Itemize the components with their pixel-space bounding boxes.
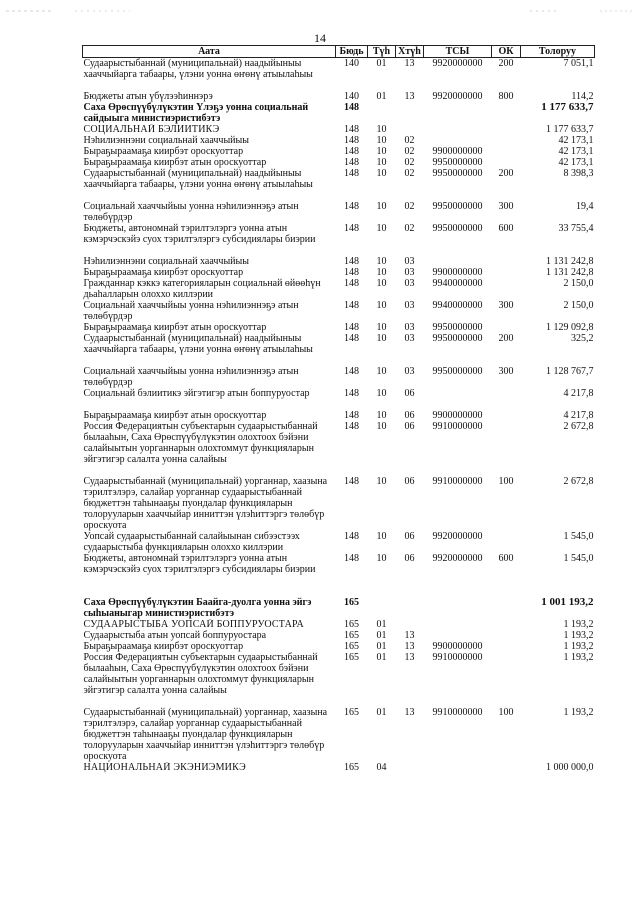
row-amount: 1 193,2 bbox=[563, 707, 594, 718]
row-name: НАЦИОНАЛЬНАЙ ЭКЭНИЭМИКЭ bbox=[83, 762, 246, 773]
row-target-code bbox=[424, 124, 492, 135]
row-amount: 1 193,2 bbox=[563, 641, 594, 652]
row-amount: 4 217,8 bbox=[563, 388, 594, 399]
row-subsection-code: 13 bbox=[404, 652, 415, 663]
row-budget-code: 165 bbox=[344, 707, 359, 718]
table-row bbox=[83, 80, 595, 102]
row-budget-code: 148 bbox=[344, 146, 359, 157]
row-section-code: 10 bbox=[376, 388, 387, 399]
row-section-code: 10 bbox=[376, 421, 387, 432]
table-row bbox=[83, 553, 595, 575]
row-subsection-code: 02 bbox=[404, 201, 415, 212]
row-section-code: 01 bbox=[376, 619, 387, 630]
row-expense-code bbox=[492, 124, 521, 135]
table-row bbox=[83, 157, 595, 168]
row-amount: 19,4 bbox=[576, 201, 594, 212]
row-amount: 325,2 bbox=[571, 333, 594, 344]
row-target-code bbox=[424, 245, 492, 267]
row-budget-code: 148 bbox=[344, 168, 359, 179]
row-budget-code: 140 bbox=[344, 91, 359, 102]
row-expense-code bbox=[492, 575, 521, 619]
row-subsection-code: 03 bbox=[404, 267, 415, 278]
row-expense-code: 600 bbox=[498, 553, 514, 564]
row-subsection-code: 06 bbox=[404, 388, 415, 399]
row-amount: 1 129 092,8 bbox=[546, 322, 594, 333]
row-subsection-code: 13 bbox=[404, 641, 415, 652]
row-amount: 1 193,2 bbox=[563, 619, 594, 630]
row-budget-code: 148 bbox=[344, 201, 359, 212]
table-row bbox=[83, 300, 595, 322]
row-amount: 1 177 633,7 bbox=[546, 124, 594, 135]
row-target-code: 9920000000 bbox=[432, 553, 483, 564]
table-row bbox=[83, 575, 595, 619]
row-expense-code bbox=[492, 135, 521, 146]
row-name: СУДААРЫСТЫБА УОПСАЙ БОППУРУОСТАРА bbox=[83, 619, 304, 630]
row-amount: 2 150,0 bbox=[563, 278, 594, 289]
row-target-code: 9900000000 bbox=[432, 267, 483, 278]
table-row bbox=[83, 135, 595, 146]
row-budget-code: 148 bbox=[344, 124, 359, 135]
row-name: Судаарыстыбаннай (муниципальнай) уорганнар, хаазына тэрилтэлэрэ, салайар уорганнар судаарыстыбаннай бюджеттэн таhынааҕы пуондалар функцияларын толорууларын хааччыйар инниттэн үлэhиттэргэ төлөбүр ороскуота bbox=[83, 476, 328, 531]
header-section: Түh bbox=[368, 46, 396, 58]
row-section-code: 04 bbox=[376, 762, 387, 773]
row-target-code bbox=[424, 135, 492, 146]
row-name: Нэhилиэннэни социальнай хааччыйыы bbox=[83, 135, 249, 146]
row-budget-code: 148 bbox=[344, 135, 359, 146]
row-target-code bbox=[424, 619, 492, 630]
row-subsection-code: 13 bbox=[404, 630, 415, 641]
row-section-code: 01 bbox=[376, 652, 387, 663]
header-amount: Толоруу bbox=[521, 46, 595, 58]
row-expense-code bbox=[492, 278, 521, 300]
table-row bbox=[83, 421, 595, 465]
row-subsection-code: 06 bbox=[404, 410, 415, 421]
row-section-code bbox=[368, 575, 396, 619]
row-name: Быраҕыраамаҕа киирбэт атын ороскуоттар bbox=[83, 410, 267, 421]
row-budget-code: 148 bbox=[344, 333, 359, 344]
row-amount: 2 150,0 bbox=[563, 300, 594, 311]
row-budget-code: 148 bbox=[344, 421, 359, 432]
row-expense-code: 200 bbox=[498, 58, 514, 69]
row-name: Бюджеты, автономнай тэрилтэлэргэ уонна атын кэмэрчэскэйэ суох тэрилтэлэргэ субсидиялары биэрии bbox=[83, 223, 316, 245]
row-expense-code bbox=[492, 421, 521, 465]
row-section-code: 10 bbox=[376, 256, 387, 267]
row-name: Быраҕыраамаҕа киирбэт атын ороскуоттар bbox=[83, 322, 267, 333]
table-row bbox=[83, 465, 595, 531]
row-name: Социальнай хааччыйыы уонна нэhилиэннэҕэ атын төлөбүрдэр bbox=[83, 201, 299, 223]
row-expense-code: 300 bbox=[498, 366, 514, 377]
row-subsection-code: 06 bbox=[404, 553, 415, 564]
row-expense-code: 300 bbox=[498, 201, 514, 212]
row-section-code bbox=[368, 102, 396, 124]
row-subsection-code: 06 bbox=[404, 531, 415, 542]
row-target-code: 9950000000 bbox=[432, 322, 483, 333]
row-subsection-code: 03 bbox=[404, 300, 415, 311]
row-amount: 1 001 193,2 bbox=[541, 596, 594, 608]
row-target-code bbox=[424, 762, 492, 773]
row-name: Быраҕыраамаҕа киирбэт атын ороскуоттар bbox=[83, 157, 267, 168]
row-name: Судаарыстыбаннай (муниципальнай) наадыйыныы хааччыйарга табаары, үлэни уонна өҥөнү атыылаhыы bbox=[83, 333, 313, 355]
row-name: Бюджеты атын үбүлээhиннэрэ bbox=[83, 91, 213, 102]
row-expense-code: 300 bbox=[498, 300, 514, 311]
row-expense-code: 200 bbox=[498, 168, 514, 179]
row-subsection-code bbox=[396, 124, 424, 135]
row-name: Социальнай бэлиитикэ эйгэтигэр атын боппуруостар bbox=[83, 388, 310, 399]
row-subsection-code bbox=[396, 619, 424, 630]
row-name: СОЦИАЛЬНАЙ БЭЛИИТИКЭ bbox=[83, 124, 220, 135]
row-budget-code: 148 bbox=[344, 476, 359, 487]
row-expense-code bbox=[492, 146, 521, 157]
row-subsection-code: 13 bbox=[404, 707, 415, 718]
row-budget-code: 165 bbox=[344, 630, 359, 641]
row-name: Быраҕыраамаҕа киирбэт ороскуоттар bbox=[83, 146, 244, 157]
row-expense-code bbox=[492, 652, 521, 696]
row-target-code bbox=[424, 630, 492, 641]
row-budget-code: 148 bbox=[344, 267, 359, 278]
row-amount: 1 000 000,0 bbox=[546, 762, 594, 773]
budget-table bbox=[82, 45, 595, 773]
row-amount: 42 173,1 bbox=[558, 157, 594, 168]
table-row bbox=[83, 399, 595, 421]
table-row bbox=[83, 58, 595, 81]
row-section-code: 01 bbox=[376, 707, 387, 718]
row-budget-code: 148 bbox=[344, 256, 359, 267]
table-body bbox=[83, 58, 595, 774]
row-section-code: 10 bbox=[376, 553, 387, 564]
row-target-code: 9950000000 bbox=[432, 366, 483, 377]
row-section-code: 10 bbox=[376, 278, 387, 289]
row-subsection-code: 13 bbox=[404, 58, 415, 69]
row-amount: 4 217,8 bbox=[563, 410, 594, 421]
row-subsection-code: 02 bbox=[404, 146, 415, 157]
row-target-code: 9900000000 bbox=[432, 641, 483, 652]
table-row bbox=[83, 696, 595, 762]
row-section-code: 10 bbox=[376, 333, 387, 344]
row-subsection-code: 02 bbox=[404, 168, 415, 179]
row-amount: 1 131 242,8 bbox=[546, 267, 594, 278]
row-budget-code: 148 bbox=[344, 157, 359, 168]
row-subsection-code: 06 bbox=[404, 421, 415, 432]
row-amount: 1 128 767,7 bbox=[546, 366, 594, 377]
row-amount: 2 672,8 bbox=[563, 476, 594, 487]
row-amount: 2 672,8 bbox=[563, 421, 594, 432]
row-section-code: 10 bbox=[376, 157, 387, 168]
row-expense-code bbox=[492, 641, 521, 652]
row-expense-code bbox=[492, 322, 521, 333]
row-expense-code bbox=[492, 245, 521, 267]
row-target-code: 9910000000 bbox=[432, 421, 483, 432]
table-row bbox=[83, 190, 595, 223]
row-target-code: 9950000000 bbox=[432, 223, 483, 234]
table-row bbox=[83, 102, 595, 124]
row-target-code: 9920000000 bbox=[432, 531, 483, 542]
table-row bbox=[83, 168, 595, 190]
table-row bbox=[83, 267, 595, 278]
row-amount: 114,2 bbox=[571, 91, 594, 102]
table-row bbox=[83, 322, 595, 333]
table-row bbox=[83, 630, 595, 641]
row-subsection-code: 02 bbox=[404, 157, 415, 168]
row-section-code: 10 bbox=[376, 201, 387, 212]
row-target-code bbox=[424, 102, 492, 124]
row-expense-code: 800 bbox=[498, 91, 514, 102]
header-expense: ОК bbox=[492, 46, 521, 58]
row-amount: 1 193,2 bbox=[563, 652, 594, 663]
row-section-code: 10 bbox=[376, 135, 387, 146]
header-name: Аата bbox=[83, 46, 336, 58]
table-row bbox=[83, 355, 595, 388]
row-budget-code: 165 bbox=[344, 762, 359, 773]
row-section-code: 10 bbox=[376, 366, 387, 377]
row-budget-code: 148 bbox=[344, 553, 359, 564]
row-section-code: 10 bbox=[376, 146, 387, 157]
row-expense-code bbox=[492, 267, 521, 278]
row-amount: 42 173,1 bbox=[558, 135, 594, 146]
row-target-code bbox=[424, 388, 492, 399]
row-amount: 1 131 242,8 bbox=[546, 256, 594, 267]
row-target-code: 9940000000 bbox=[432, 300, 483, 311]
row-expense-code bbox=[492, 157, 521, 168]
row-budget-code: 165 bbox=[344, 652, 359, 663]
row-amount: 1 545,0 bbox=[563, 531, 594, 542]
table-row bbox=[83, 388, 595, 399]
table-row bbox=[83, 146, 595, 157]
row-section-code: 10 bbox=[376, 124, 387, 135]
row-name: Быраҕыраамаҕа киирбэт ороскуоттар bbox=[83, 267, 244, 278]
row-amount: 1 177 633,7 bbox=[541, 102, 594, 113]
header-subsection: Хтүh bbox=[396, 46, 424, 58]
row-subsection-code: 03 bbox=[404, 333, 415, 344]
row-expense-code: 200 bbox=[498, 333, 514, 344]
row-target-code: 9940000000 bbox=[432, 278, 483, 289]
row-name: Гражданнар кэккэ категорияларын социальнай өйөөhүн дьаhалларын олоххо киллэрии bbox=[83, 278, 321, 300]
row-name: Судаарыстыбаннай (муниципальнай) наадыйыныы хааччыйарга табаары, үлэни уонна өҥөнү атыылаhыы bbox=[83, 168, 313, 190]
header-target: ТСЫ bbox=[424, 46, 492, 58]
row-amount: 7 051,1 bbox=[563, 58, 594, 69]
row-target-code: 9950000000 bbox=[432, 168, 483, 179]
row-name: Судаарыстыбаннай (муниципальнай) наадыйыныы хааччыйарга табаары, үлэни уонна өҥөнү атыылаhыы bbox=[83, 58, 313, 80]
row-expense-code bbox=[492, 762, 521, 773]
row-section-code: 10 bbox=[376, 531, 387, 542]
row-amount: 33 755,4 bbox=[558, 223, 594, 234]
table-row bbox=[83, 619, 595, 630]
row-section-code: 10 bbox=[376, 168, 387, 179]
row-budget-code: 148 bbox=[344, 322, 359, 333]
row-expense-code bbox=[492, 619, 521, 630]
row-section-code: 01 bbox=[376, 58, 387, 69]
row-section-code: 10 bbox=[376, 267, 387, 278]
table-row bbox=[83, 278, 595, 300]
row-section-code: 01 bbox=[376, 641, 387, 652]
row-budget-code: 148 bbox=[344, 278, 359, 289]
row-expense-code: 100 bbox=[498, 707, 514, 718]
row-name: Россия Федерациятын субъектарын судаарыстыбаннай былааhын, Саха Өрөспүүбүлүкэтин олохтоох бэйэни салайыытын уорганнарын олохтоммут функцияларын эйгэтигэр салалта уонна салайыы bbox=[83, 652, 318, 696]
row-subsection-code: 03 bbox=[404, 278, 415, 289]
row-name: Судаарыстыбаннай (муниципальнай) уорганнар, хаазына тэрилтэлэрэ, салайар уорганнар судаарыстыбаннай бюджеттэн таhынааҕы пуондалар функцияларын толорууларын хааччыйар инниттэн үлэhиттэргэ төлөбүр ороскуота bbox=[83, 707, 328, 762]
row-amount: 1 545,0 bbox=[563, 553, 594, 564]
row-budget-code: 148 bbox=[344, 531, 359, 542]
table-row bbox=[83, 333, 595, 355]
row-section-code: 10 bbox=[376, 322, 387, 333]
row-budget-code: 148 bbox=[344, 223, 359, 234]
table-row bbox=[83, 762, 595, 773]
row-subsection-code: 03 bbox=[404, 322, 415, 333]
row-amount: 1 193,2 bbox=[563, 630, 594, 641]
row-subsection-code: 02 bbox=[404, 135, 415, 146]
row-budget-code: 165 bbox=[344, 619, 359, 630]
row-budget-code: 148 bbox=[344, 388, 359, 399]
table-row bbox=[83, 652, 595, 696]
row-target-code: 9910000000 bbox=[432, 707, 483, 718]
row-budget-code: 140 bbox=[344, 58, 359, 69]
row-budget-code: 165 bbox=[344, 597, 359, 608]
row-name: Бюджеты, автономнай тэрилтэлэргэ уонна атын кэмэрчэскэйэ суох тэрилтэлэргэ субсидиялары биэрии bbox=[83, 553, 316, 575]
row-target-code: 9910000000 bbox=[432, 476, 483, 487]
row-section-code: 10 bbox=[376, 476, 387, 487]
table-row bbox=[83, 531, 595, 553]
row-subsection-code: 06 bbox=[404, 476, 415, 487]
row-expense-code bbox=[492, 531, 521, 553]
row-target-code: 9950000000 bbox=[432, 333, 483, 344]
row-subsection-code bbox=[396, 102, 424, 124]
row-budget-code: 148 bbox=[344, 102, 359, 113]
row-subsection-code: 13 bbox=[404, 91, 415, 102]
row-name: Саха Өрөспүүбүлүкэтин Баайга-дуолга уонна эйгэ сыhыаныгар министиэристибэтэ bbox=[83, 597, 312, 619]
row-target-code: 9900000000 bbox=[432, 410, 483, 421]
row-budget-code: 148 bbox=[344, 300, 359, 311]
row-amount: 8 398,3 bbox=[563, 168, 594, 179]
row-name: Уопсай судаарыстыбаннай салайыынан сибээстээх судаарыстыба функцияларын олоххо киллэрии bbox=[83, 531, 300, 553]
table-row bbox=[83, 641, 595, 652]
row-expense-code bbox=[492, 399, 521, 421]
row-target-code: 9950000000 bbox=[432, 201, 483, 212]
row-subsection-code bbox=[396, 575, 424, 619]
row-expense-code bbox=[492, 630, 521, 641]
row-section-code: 10 bbox=[376, 410, 387, 421]
row-target-code: 9900000000 bbox=[432, 146, 483, 157]
row-expense-code bbox=[492, 102, 521, 124]
row-amount: 42 173,1 bbox=[558, 146, 594, 157]
row-section-code: 01 bbox=[376, 630, 387, 641]
row-name: Россия Федерациятын субъектарын судаарыстыбаннай былааhын, Саха Өрөспүүбүлүкэтин олохтоох бэйэни салайыытын уорганнарын олохтоммут функцияларын эйгэтигэр салалта уонна салайыы bbox=[83, 421, 318, 465]
row-target-code: 9950000000 bbox=[432, 157, 483, 168]
row-name: Судаарыстыба атын уопсай боппуруостара bbox=[83, 630, 267, 641]
row-target-code: 9910000000 bbox=[432, 652, 483, 663]
table-header-row bbox=[83, 46, 595, 58]
row-name: Социальнай хааччыйыы уонна нэhилиэннэҕэ атын төлөбүрдэр bbox=[83, 366, 299, 388]
row-name: Быраҕыраамаҕа киирбэт ороскуоттар bbox=[83, 641, 244, 652]
table-row bbox=[83, 223, 595, 245]
table-row bbox=[83, 245, 595, 267]
row-target-code: 9920000000 bbox=[432, 91, 483, 102]
row-subsection-code: 02 bbox=[404, 223, 415, 234]
row-budget-code: 165 bbox=[344, 641, 359, 652]
row-section-code: 01 bbox=[376, 91, 387, 102]
row-target-code: 9920000000 bbox=[432, 58, 483, 69]
scan-marks bbox=[0, 10, 640, 14]
row-section-code: 10 bbox=[376, 300, 387, 311]
row-section-code: 10 bbox=[376, 223, 387, 234]
header-budget: Бюдь bbox=[336, 46, 368, 58]
row-name: Нэhилиэннэни социальнай хааччыйыы bbox=[83, 256, 249, 267]
row-name: Саха Өрөспүүбүлүкэтин Үлэҕэ уонна социальнай сайдыыга министиэристибэтэ bbox=[83, 102, 309, 124]
row-expense-code bbox=[492, 388, 521, 399]
row-budget-code: 148 bbox=[344, 410, 359, 421]
row-expense-code: 100 bbox=[498, 476, 514, 487]
row-budget-code: 148 bbox=[344, 366, 359, 377]
row-subsection-code bbox=[396, 762, 424, 773]
page-number: 14 bbox=[314, 31, 326, 45]
row-subsection-code: 03 bbox=[404, 256, 415, 267]
table-row bbox=[83, 124, 595, 135]
row-expense-code: 600 bbox=[498, 223, 514, 234]
row-name: Социальнай хааччыйыы уонна нэhилиэннэҕэ атын төлөбүрдэр bbox=[83, 300, 299, 322]
row-subsection-code: 03 bbox=[404, 366, 415, 377]
row-target-code bbox=[424, 575, 492, 619]
